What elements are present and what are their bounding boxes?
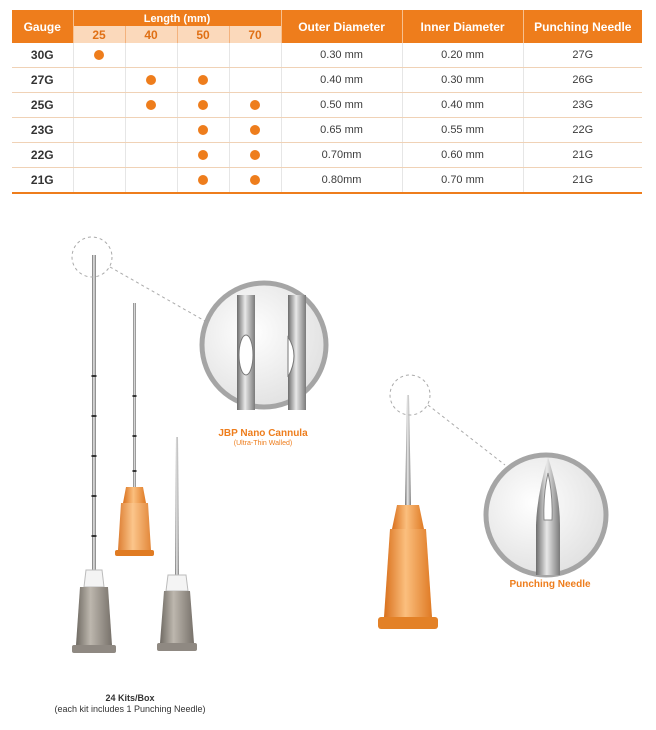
cannula-medium-icon [115,303,154,556]
punching-needle-cell: 23G [523,93,642,118]
availability-dot-icon [198,175,208,185]
cannula-callout [188,428,338,447]
outer-diameter-cell: 0.70mm [281,143,402,168]
length-cell [177,43,229,68]
length-header: Length (mm) [73,10,281,26]
availability-dot-icon [94,50,104,60]
length-25-header: 25 [73,26,125,43]
length-cell [177,68,229,93]
availability-dot-icon [250,150,260,160]
length-cell [73,43,125,68]
gauge-cell: 30G [12,43,73,68]
length-cell [125,118,177,143]
outer-diameter-cell: 0.30 mm [281,43,402,68]
length-cell [73,93,125,118]
outer-diameter-cell: 0.65 mm [281,118,402,143]
length-cell [125,43,177,68]
length-cell [125,168,177,194]
punching-needle-cell: 22G [523,118,642,143]
cannula-tip-zoom-icon [202,283,326,410]
punch-callout [480,579,620,590]
table-row [12,118,642,143]
gauge-cell: 22G [12,143,73,168]
length-cell [177,93,229,118]
punching-needle-cell: 26G [523,68,642,93]
length-cell [229,93,281,118]
punch-tip-zoom-icon [486,455,606,575]
gauge-cell: 23G [12,118,73,143]
punching-needle-cell: 27G [523,43,642,68]
length-cell [125,93,177,118]
cannula-long-icon [72,255,116,653]
inner-diameter-cell: 0.60 mm [402,143,523,168]
box-note-line2: (each kit includes 1 Punching Needle) [54,704,206,714]
cannula-subtitle: (Ultra-Thin Walled) [233,440,293,447]
length-cell [73,68,125,93]
gauge-cell: 27G [12,68,73,93]
punching-needle-icon [378,395,438,629]
table-row [12,143,642,168]
table-row [12,68,642,93]
punch-title: Punching Needle [509,579,591,590]
inner-diameter-cell: 0.55 mm [402,118,523,143]
inner-diameter-cell: 0.30 mm [402,68,523,93]
availability-dot-icon [250,125,260,135]
availability-dot-icon [146,100,156,110]
inner-diameter-cell: 0.70 mm [402,168,523,194]
availability-dot-icon [198,125,208,135]
inner-diameter-header: Inner Diameter [402,10,523,43]
length-cell [125,68,177,93]
length-cell [177,118,229,143]
gauge-cell: 21G [12,168,73,194]
length-cell [229,143,281,168]
outer-diameter-cell: 0.80mm [281,168,402,194]
length-cell [229,68,281,93]
box-note-line1: 24 Kits/Box [105,693,155,703]
length-70-header: 70 [229,26,281,43]
outer-diameter-cell: 0.50 mm [281,93,402,118]
length-cell [73,168,125,194]
length-cell [229,118,281,143]
product-illustration [0,225,656,725]
gauge-header: Gauge [12,10,73,43]
cannula-title: JBP Nano Cannula [218,428,308,439]
length-cell [229,43,281,68]
needles-drawing [0,225,656,725]
outer-diameter-cell: 0.40 mm [281,68,402,93]
table-row [12,93,642,118]
punching-needle-cell: 21G [523,168,642,194]
needle-short-icon [157,437,197,651]
availability-dot-icon [198,75,208,85]
table-row [12,168,642,194]
outer-diameter-header: Outer Diameter [281,10,402,43]
length-40-header: 40 [125,26,177,43]
length-cell [177,143,229,168]
length-cell [177,168,229,194]
punching-needle-cell: 21G [523,143,642,168]
spec-table [12,10,642,194]
punching-needle-header: Punching Needle [523,10,642,43]
table-row [12,43,642,68]
length-cell [73,118,125,143]
availability-dot-icon [146,75,156,85]
box-note [30,693,230,715]
length-50-header: 50 [177,26,229,43]
availability-dot-icon [250,175,260,185]
inner-diameter-cell: 0.40 mm [402,93,523,118]
length-cell [229,168,281,194]
gauge-cell: 25G [12,93,73,118]
availability-dot-icon [198,150,208,160]
inner-diameter-cell: 0.20 mm [402,43,523,68]
availability-dot-icon [250,100,260,110]
availability-dot-icon [198,100,208,110]
length-cell [73,143,125,168]
length-cell [125,143,177,168]
